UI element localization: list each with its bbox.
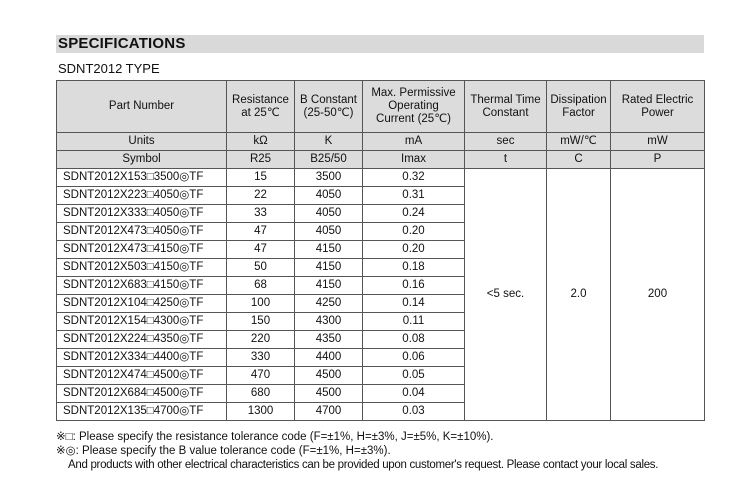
units-cell: mW (611, 133, 705, 151)
note-contact-sales: And products with other electrical characteristics can be provided upon customer's request. Please contact your local sales. (68, 459, 659, 471)
resistance-cell: 47 (227, 241, 295, 259)
symbol-cell: B25/50 (295, 151, 363, 169)
b-constant-cell: 4150 (295, 259, 363, 277)
specifications-table (56, 80, 705, 421)
part-number-cell: SDNT2012X154□4300◎TF (57, 313, 227, 331)
max-current-cell: 0.16 (363, 277, 465, 295)
b-constant-cell: 4050 (295, 205, 363, 223)
max-current-cell: 0.05 (363, 367, 465, 385)
thermal-time-value: <5 sec. (465, 169, 547, 421)
part-number-cell: SDNT2012X333□4050◎TF (57, 205, 227, 223)
b-constant-cell: 4350 (295, 331, 363, 349)
symbol-row (57, 151, 705, 169)
resistance-cell: 22 (227, 187, 295, 205)
symbol-cell: Imax (363, 151, 465, 169)
part-number-cell: SDNT2012X334□4400◎TF (57, 349, 227, 367)
b-constant-cell: 4300 (295, 313, 363, 331)
part-number-cell: SDNT2012X473□4150◎TF (57, 241, 227, 259)
symbol-cell: P (611, 151, 705, 169)
max-current-cell: 0.03 (363, 403, 465, 421)
resistance-cell: 330 (227, 349, 295, 367)
dissipation-value: 2.0 (547, 169, 611, 421)
part-number-cell: SDNT2012X153□3500◎TF (57, 169, 227, 187)
units-cell: K (295, 133, 363, 151)
rated-power-value: 200 (611, 169, 705, 421)
part-number-cell: SDNT2012X135□4700◎TF (57, 403, 227, 421)
resistance-cell: 100 (227, 295, 295, 313)
max-current-cell: 0.04 (363, 385, 465, 403)
header-resistance: Resistance at 25℃ (227, 81, 295, 133)
max-current-cell: 0.20 (363, 223, 465, 241)
resistance-cell: 220 (227, 331, 295, 349)
type-title: SDNT2012 TYPE (58, 61, 160, 76)
header-max-permissive-current: Max. Permissive Operating Current (25℃) (363, 81, 465, 133)
part-number-cell: SDNT2012X503□4150◎TF (57, 259, 227, 277)
units-cell: mA (363, 133, 465, 151)
part-number-cell: SDNT2012X223□4050◎TF (57, 187, 227, 205)
resistance-cell: 15 (227, 169, 295, 187)
b-constant-cell: 4500 (295, 385, 363, 403)
b-constant-cell: 4150 (295, 241, 363, 259)
header-rated-electric-power: Rated Electric Power (611, 81, 705, 133)
symbol-cell: R25 (227, 151, 295, 169)
header-b-constant: B Constant (25-50℃) (295, 81, 363, 133)
b-constant-cell: 4400 (295, 349, 363, 367)
resistance-cell: 33 (227, 205, 295, 223)
max-current-cell: 0.11 (363, 313, 465, 331)
data-rows (57, 169, 705, 421)
max-current-cell: 0.20 (363, 241, 465, 259)
part-number-cell: SDNT2012X224□4350◎TF (57, 331, 227, 349)
symbol-cell: C (547, 151, 611, 169)
symbol-cell: t (465, 151, 547, 169)
b-constant-cell: 4150 (295, 277, 363, 295)
units-cell: mW/℃ (547, 133, 611, 151)
part-number-cell: SDNT2012X683□4150◎TF (57, 277, 227, 295)
max-current-cell: 0.08 (363, 331, 465, 349)
b-constant-cell: 3500 (295, 169, 363, 187)
table-row (57, 169, 705, 187)
header-thermal-time-constant: Thermal Time Constant (465, 81, 547, 133)
resistance-cell: 47 (227, 223, 295, 241)
part-number-cell: SDNT2012X473□4050◎TF (57, 223, 227, 241)
b-constant-cell: 4500 (295, 367, 363, 385)
header-dissipation-factor: Dissipation Factor (547, 81, 611, 133)
units-cell: Units (57, 133, 227, 151)
symbol-cell: Symbol (57, 151, 227, 169)
resistance-cell: 1300 (227, 403, 295, 421)
header-part-number: Part Number (57, 81, 227, 133)
b-constant-cell: 4700 (295, 403, 363, 421)
resistance-cell: 680 (227, 385, 295, 403)
units-cell: sec (465, 133, 547, 151)
b-constant-cell: 4050 (295, 187, 363, 205)
part-number-cell: SDNT2012X474□4500◎TF (57, 367, 227, 385)
resistance-cell: 150 (227, 313, 295, 331)
max-current-cell: 0.06 (363, 349, 465, 367)
resistance-cell: 470 (227, 367, 295, 385)
part-number-cell: SDNT2012X104□4250◎TF (57, 295, 227, 313)
section-title: SPECIFICATIONS (58, 35, 186, 52)
max-current-cell: 0.18 (363, 259, 465, 277)
resistance-cell: 68 (227, 277, 295, 295)
part-number-cell: SDNT2012X684□4500◎TF (57, 385, 227, 403)
units-cell: kΩ (227, 133, 295, 151)
header-row (57, 81, 705, 133)
note-b-value-tolerance: ※◎: Please specify the B value tolerance code (F=±1%, H=±3%). (56, 445, 391, 457)
max-current-cell: 0.24 (363, 205, 465, 223)
max-current-cell: 0.31 (363, 187, 465, 205)
b-constant-cell: 4250 (295, 295, 363, 313)
b-constant-cell: 4050 (295, 223, 363, 241)
max-current-cell: 0.14 (363, 295, 465, 313)
note-resistance-tolerance: ※□: Please specify the resistance tolerance code (F=±1%, H=±3%, J=±5%, K=±10%). (56, 431, 494, 443)
max-current-cell: 0.32 (363, 169, 465, 187)
resistance-cell: 50 (227, 259, 295, 277)
units-row (57, 133, 705, 151)
footnotes (56, 430, 658, 472)
